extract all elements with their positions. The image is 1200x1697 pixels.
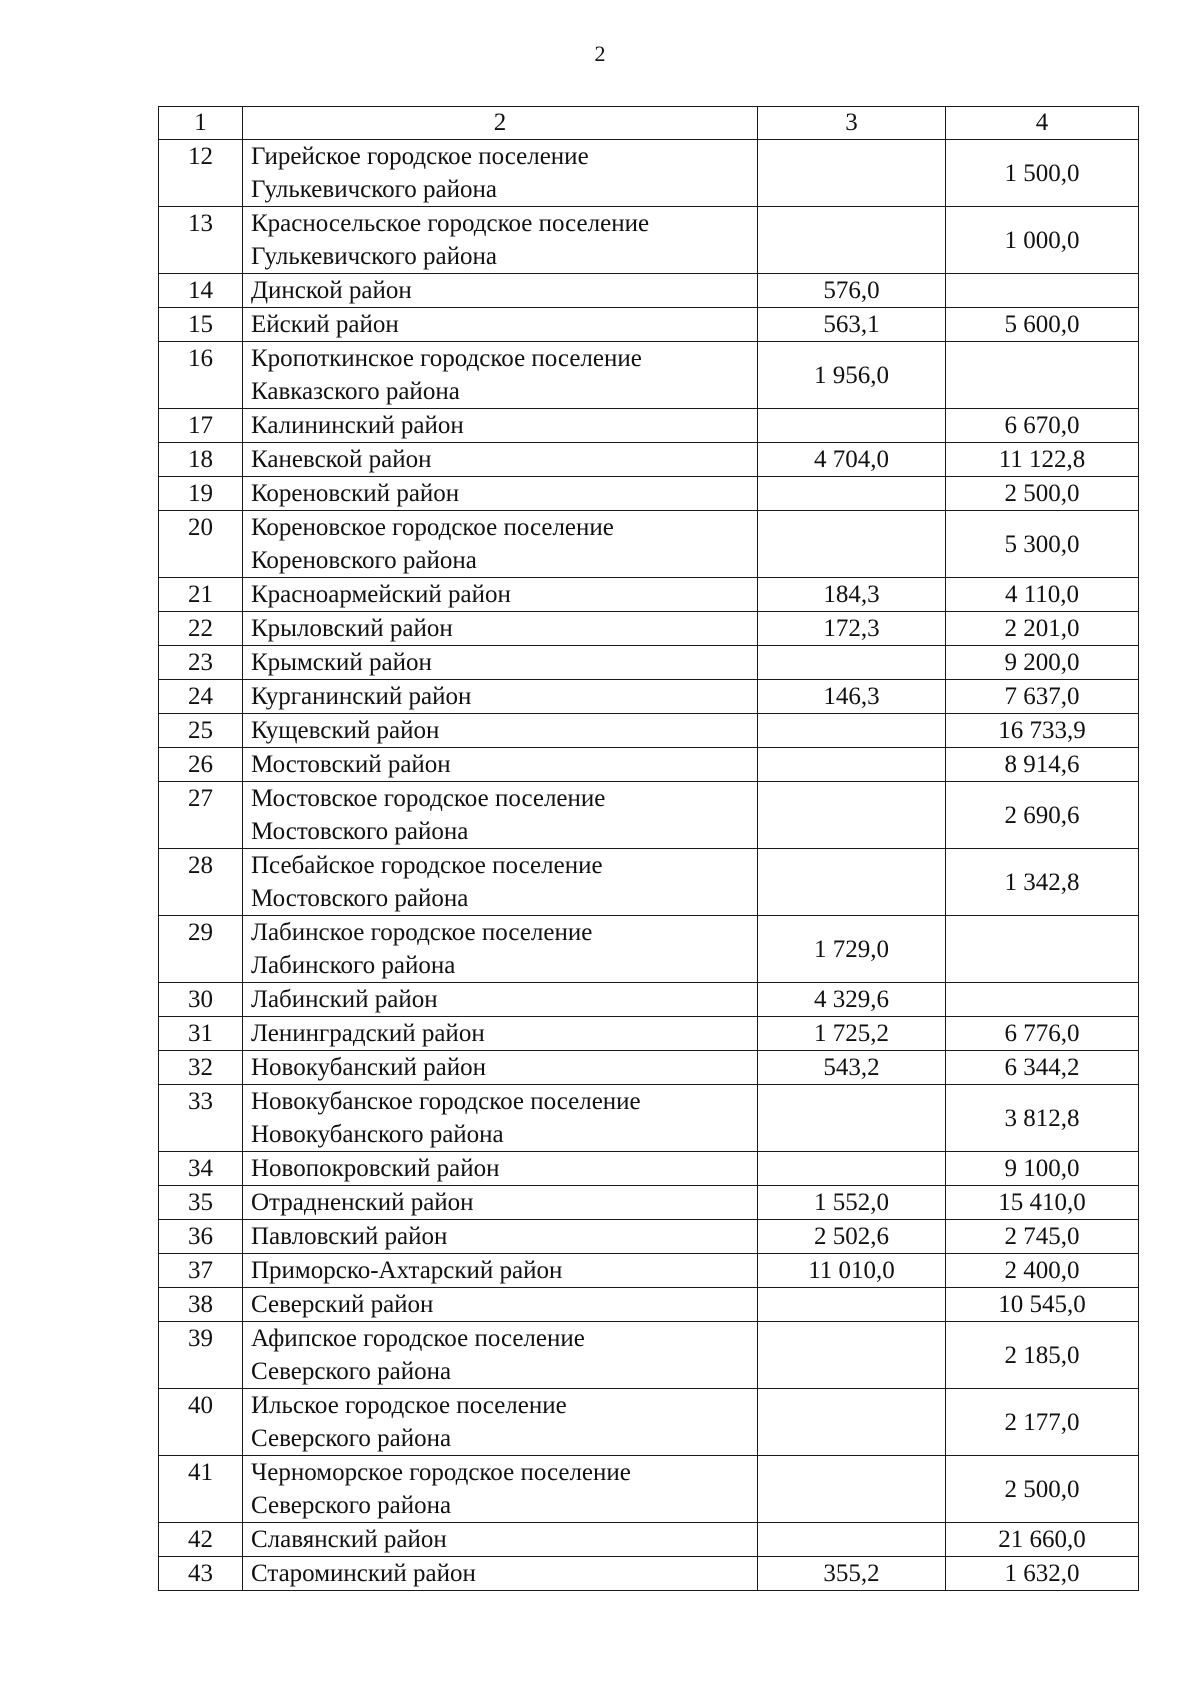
table-row [159, 1557, 1139, 1591]
amount-column-3 [758, 1322, 946, 1389]
row-number: 12 [159, 140, 243, 207]
column-header-4: 4 [946, 107, 1139, 140]
municipality-name-line: Приморско-Ахтарский район [251, 1257, 563, 1284]
row-number: 16 [159, 342, 243, 409]
municipality-name [243, 1152, 758, 1186]
municipality-name [243, 342, 758, 409]
municipality-name [243, 1557, 758, 1591]
amount-column-4: 16 733,9 [946, 714, 1139, 748]
row-number: 38 [159, 1288, 243, 1322]
table-row [159, 409, 1139, 443]
row-number: 37 [159, 1254, 243, 1288]
row-number: 31 [159, 1017, 243, 1051]
row-number: 33 [159, 1085, 243, 1152]
amount-column-3 [758, 1085, 946, 1152]
municipality-name [243, 274, 758, 308]
municipality-name-line: Северский район [251, 1291, 434, 1318]
municipality-name-line: Ленинградский район [251, 1020, 485, 1047]
municipality-name-line: Новокубанское городское поселение [251, 1088, 641, 1115]
row-number: 21 [159, 578, 243, 612]
row-number: 41 [159, 1456, 243, 1523]
municipality-name [243, 1254, 758, 1288]
amount-column-4: 5 600,0 [946, 308, 1139, 342]
table-row [159, 748, 1139, 782]
row-number: 29 [159, 916, 243, 983]
table-row [159, 714, 1139, 748]
amount-column-3: 172,3 [758, 612, 946, 646]
amount-column-4: 2 185,0 [946, 1322, 1139, 1389]
amount-column-3: 4 329,6 [758, 983, 946, 1017]
municipality-name [243, 140, 758, 207]
amount-column-3 [758, 1456, 946, 1523]
amount-column-4: 3 812,8 [946, 1085, 1139, 1152]
municipality-name-line: Кореновского района [251, 547, 477, 574]
amount-column-3: 355,2 [758, 1557, 946, 1591]
table-row [159, 646, 1139, 680]
amount-column-3 [758, 409, 946, 443]
municipality-name [243, 748, 758, 782]
amount-column-3: 563,1 [758, 308, 946, 342]
municipality-name-line: Красноармейский район [251, 581, 511, 608]
table-body [159, 140, 1139, 1591]
amount-column-4 [946, 274, 1139, 308]
amount-column-3 [758, 1523, 946, 1557]
municipality-name-line: Мостовского района [251, 885, 469, 912]
municipality-name [243, 646, 758, 680]
amount-column-3: 1 552,0 [758, 1186, 946, 1220]
table-row [159, 1523, 1139, 1557]
municipality-name-line: Новокубанский район [251, 1054, 486, 1081]
municipality-name [243, 849, 758, 916]
row-number: 42 [159, 1523, 243, 1557]
row-number: 13 [159, 207, 243, 274]
amount-column-4: 5 300,0 [946, 511, 1139, 578]
municipality-name-line: Славянский район [251, 1526, 447, 1553]
municipality-name-line: Калининский район [251, 412, 464, 439]
municipality-name-line: Новопокровский район [251, 1155, 500, 1182]
municipality-name-line: Мостовского района [251, 818, 469, 845]
table-row [159, 1152, 1139, 1186]
municipality-name-line: Крыловский район [251, 615, 453, 642]
row-number: 43 [159, 1557, 243, 1591]
municipality-name [243, 916, 758, 983]
municipality-name [243, 1085, 758, 1152]
amount-column-4: 2 500,0 [946, 477, 1139, 511]
municipality-name [243, 477, 758, 511]
column-header-3: 3 [758, 107, 946, 140]
amount-column-3: 184,3 [758, 578, 946, 612]
amount-column-3 [758, 140, 946, 207]
municipality-name-line: Лабинского района [251, 952, 456, 979]
municipality-name [243, 1389, 758, 1456]
table-row [159, 342, 1139, 409]
table-row [159, 1186, 1139, 1220]
amount-column-4: 2 400,0 [946, 1254, 1139, 1288]
amount-column-3: 576,0 [758, 274, 946, 308]
municipality-name [243, 1186, 758, 1220]
municipality-name-line: Северского района [251, 1358, 452, 1385]
municipality-name [243, 308, 758, 342]
amount-column-4: 4 110,0 [946, 578, 1139, 612]
amount-column-3: 4 704,0 [758, 443, 946, 477]
row-number: 14 [159, 274, 243, 308]
municipality-name-line: Гирейское городское поселение [251, 143, 589, 170]
amount-column-4 [946, 342, 1139, 409]
amount-column-3 [758, 714, 946, 748]
table-row [159, 1017, 1139, 1051]
row-number: 34 [159, 1152, 243, 1186]
table-row [159, 511, 1139, 578]
municipality-name-line: Ейский район [251, 311, 399, 338]
table-header-row [159, 107, 1139, 140]
amount-column-3: 11 010,0 [758, 1254, 946, 1288]
amount-column-4 [946, 983, 1139, 1017]
amount-column-3 [758, 511, 946, 578]
amount-column-4: 1 632,0 [946, 1557, 1139, 1591]
municipality-name [243, 1220, 758, 1254]
table-row [159, 1051, 1139, 1085]
row-number: 36 [159, 1220, 243, 1254]
municipality-name-line: Гулькевичского района [251, 243, 497, 270]
table-row [159, 308, 1139, 342]
table-row [159, 274, 1139, 308]
row-number: 35 [159, 1186, 243, 1220]
municipality-name [243, 1523, 758, 1557]
municipality-name-line: Гулькевичского района [251, 176, 497, 203]
amount-column-3 [758, 477, 946, 511]
amount-column-4: 9 200,0 [946, 646, 1139, 680]
amount-column-4: 6 670,0 [946, 409, 1139, 443]
municipality-name [243, 1017, 758, 1051]
municipality-name [243, 680, 758, 714]
municipality-name [243, 782, 758, 849]
municipality-name-line: Кущевский район [251, 717, 440, 744]
amount-column-4: 10 545,0 [946, 1288, 1139, 1322]
amount-column-4: 7 637,0 [946, 680, 1139, 714]
row-number: 39 [159, 1322, 243, 1389]
row-number: 28 [159, 849, 243, 916]
amount-column-4: 1 500,0 [946, 140, 1139, 207]
municipality-name-line: Мостовский район [251, 751, 451, 778]
column-header-2: 2 [243, 107, 758, 140]
amount-column-4: 21 660,0 [946, 1523, 1139, 1557]
table-row [159, 983, 1139, 1017]
amount-column-3: 1 725,2 [758, 1017, 946, 1051]
amount-column-4: 6 776,0 [946, 1017, 1139, 1051]
table-row [159, 1254, 1139, 1288]
amount-column-4: 2 690,6 [946, 782, 1139, 849]
amount-column-3 [758, 849, 946, 916]
amount-column-4: 6 344,2 [946, 1051, 1139, 1085]
amount-column-3: 543,2 [758, 1051, 946, 1085]
municipality-name [243, 612, 758, 646]
municipality-name-line: Черноморское городское поселение [251, 1459, 631, 1486]
amount-column-3 [758, 782, 946, 849]
municipality-name-line: Крымский район [251, 649, 432, 676]
row-number: 30 [159, 983, 243, 1017]
amount-column-3: 146,3 [758, 680, 946, 714]
municipality-name-line: Кавказского района [251, 378, 460, 405]
amount-column-4: 1 000,0 [946, 207, 1139, 274]
row-number: 40 [159, 1389, 243, 1456]
amount-column-4 [946, 916, 1139, 983]
municipality-name [243, 983, 758, 1017]
table-row [159, 443, 1139, 477]
table-row [159, 849, 1139, 916]
amount-column-3 [758, 1152, 946, 1186]
municipality-name-line: Каневской район [251, 446, 432, 473]
amount-column-4: 2 745,0 [946, 1220, 1139, 1254]
table-row [159, 207, 1139, 274]
municipality-name-line: Северского района [251, 1425, 452, 1452]
municipality-name-line: Староминский район [251, 1560, 476, 1587]
municipality-name [243, 578, 758, 612]
table-row [159, 477, 1139, 511]
amount-column-3 [758, 207, 946, 274]
row-number: 22 [159, 612, 243, 646]
row-number: 18 [159, 443, 243, 477]
amount-column-3 [758, 646, 946, 680]
amount-column-4: 2 201,0 [946, 612, 1139, 646]
row-number: 17 [159, 409, 243, 443]
table-row [159, 1085, 1139, 1152]
table-row [159, 680, 1139, 714]
table-row [159, 1456, 1139, 1523]
row-number: 20 [159, 511, 243, 578]
municipality-name-line: Северского района [251, 1492, 452, 1519]
municipality-name [243, 409, 758, 443]
municipality-name-line: Отрадненский район [251, 1189, 474, 1216]
municipality-name [243, 511, 758, 578]
municipality-name-line: Красносельское городское поселение [251, 210, 650, 237]
table-row [159, 916, 1139, 983]
amount-column-3: 1 956,0 [758, 342, 946, 409]
table-row [159, 612, 1139, 646]
municipality-name [243, 714, 758, 748]
municipality-name-line: Мостовское городское поселение [251, 785, 606, 812]
municipality-name [243, 1288, 758, 1322]
amount-column-3 [758, 1288, 946, 1322]
municipality-name [243, 1456, 758, 1523]
table-row [159, 782, 1139, 849]
amount-column-3 [758, 748, 946, 782]
municipality-name [243, 207, 758, 274]
row-number: 15 [159, 308, 243, 342]
amount-column-4: 2 177,0 [946, 1389, 1139, 1456]
row-number: 32 [159, 1051, 243, 1085]
municipality-name-line: Кропоткинское городское поселение [251, 345, 642, 372]
table-row [159, 1322, 1139, 1389]
allocation-table [158, 106, 1139, 1591]
municipality-name [243, 1322, 758, 1389]
municipality-name-line: Курганинский район [251, 683, 472, 710]
column-header-1: 1 [159, 107, 243, 140]
municipality-name [243, 1051, 758, 1085]
municipality-name-line: Афипское городское поселение [251, 1325, 585, 1352]
table-row [159, 1288, 1139, 1322]
amount-column-3: 2 502,6 [758, 1220, 946, 1254]
municipality-name-line: Кореновское городское поселение [251, 514, 614, 541]
amount-column-3: 1 729,0 [758, 916, 946, 983]
amount-column-4: 8 914,6 [946, 748, 1139, 782]
row-number: 19 [159, 477, 243, 511]
municipality-name-line: Павловский район [251, 1223, 448, 1250]
municipality-name-line: Псебайское городское поселение [251, 852, 603, 879]
row-number: 25 [159, 714, 243, 748]
amount-column-4: 1 342,8 [946, 849, 1139, 916]
municipality-name-line: Кореновский район [251, 480, 460, 507]
table-row [159, 1389, 1139, 1456]
amount-column-4: 2 500,0 [946, 1456, 1139, 1523]
municipality-name-line: Динской район [251, 277, 412, 304]
amount-column-3 [758, 1389, 946, 1456]
municipality-name-line: Лабинское городское поселение [251, 919, 593, 946]
table-row [159, 140, 1139, 207]
page-number: 2 [594, 41, 606, 66]
amount-column-4: 9 100,0 [946, 1152, 1139, 1186]
municipality-name-line: Лабинский район [251, 986, 438, 1013]
table-row [159, 1220, 1139, 1254]
row-number: 26 [159, 748, 243, 782]
municipality-name-line: Ильское городское поселение [251, 1392, 567, 1419]
amount-column-4: 11 122,8 [946, 443, 1139, 477]
table-row [159, 578, 1139, 612]
row-number: 27 [159, 782, 243, 849]
amount-column-4: 15 410,0 [946, 1186, 1139, 1220]
row-number: 24 [159, 680, 243, 714]
municipality-name-line: Новокубанского района [251, 1121, 504, 1148]
municipality-name [243, 443, 758, 477]
row-number: 23 [159, 646, 243, 680]
